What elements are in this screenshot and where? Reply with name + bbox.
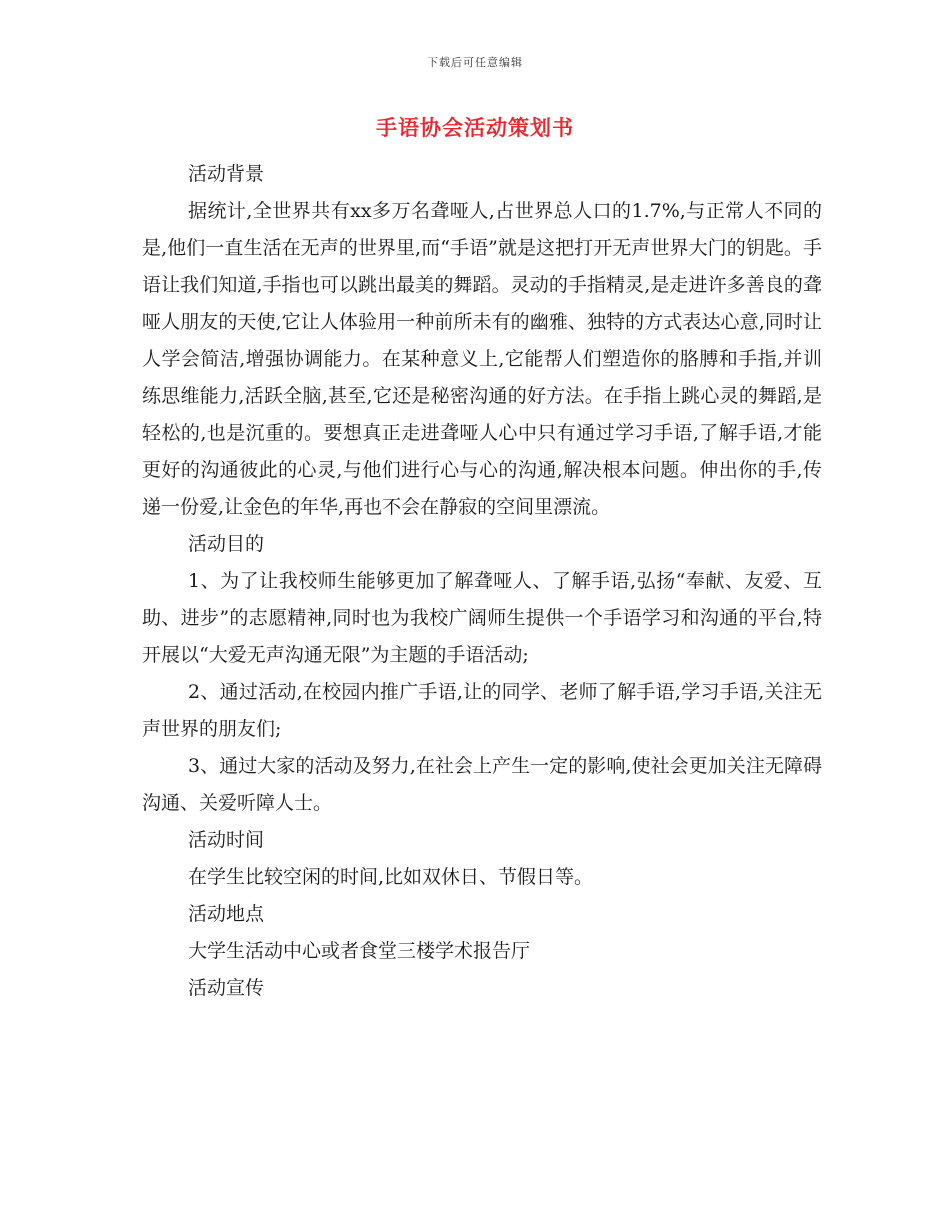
header-note: 下载后可任意编辑 [427, 56, 523, 69]
paragraph-time: 在学生比较空闲的时间,比如双休日、节假日等。 [188, 866, 594, 888]
paragraph-purpose-1: 1、为了让我校师生能够更加了解聋哑人、了解手语,弘扬“奉献、友爱、互助、进步”的志愿精神,同时也为我校广阔师生提供一个手语学习和沟通的平台,特开展以“大爱无声沟通无限”为主题的手语活动; [142, 570, 822, 666]
paragraph-location: 大学生活动中心或者食堂三楼学术报告厅 [188, 940, 531, 962]
section-heading-background: 活动背景 [188, 163, 265, 185]
paragraph-purpose-2: 2、通过活动,在校园内推广手语,让的同学、老师了解手语,学习手语,关注无声世界的朋友们; [142, 681, 822, 740]
document-title: 手语协会活动策划书 [376, 115, 574, 140]
section-heading-time: 活动时间 [188, 829, 265, 851]
section-heading-publicity: 活动宣传 [188, 977, 265, 999]
paragraph-purpose-3: 3、通过大家的活动及努力,在社会上产生一定的影响,使社会更加关注无障碍沟通、关爱听障人士。 [142, 755, 822, 814]
section-heading-location: 活动地点 [188, 903, 265, 925]
paragraph-background: 据统计,全世界共有xx多万名聋哑人,占世界总人口的1.7%,与正常人不同的是,他们一直生活在无声的世界里,而“手语”就是这把打开无声世界大门的钥匙。手语让我们知道,手指也可以跳出最美的舞蹈。灵动的手指精灵,是走进许多善良的聋哑人朋友的天使,它让人体验用一种前所未有的幽雅、独特的方式表达心意,同时让人学会简洁,增强协调能力。在某种意义上,它能帮人们塑造你的胳膊和手指,并训练思维能力,活跃全脑,甚至,它还是秘密沟通的好方法。在手指上跳心灵的舞蹈,是轻松的,也是沉重的。要想真正走进聋哑人心中只有通过学习手语,了解手语,才能更好的沟通彼此的心灵,与他们进行心与心的沟通,解决根本问题。伸出你的手,传递一份爱,让金色的年华,再也不会在静寂的空间里漂流。 [142, 200, 822, 518]
section-heading-purpose: 活动目的 [188, 533, 265, 555]
document-body [142, 156, 822, 1007]
